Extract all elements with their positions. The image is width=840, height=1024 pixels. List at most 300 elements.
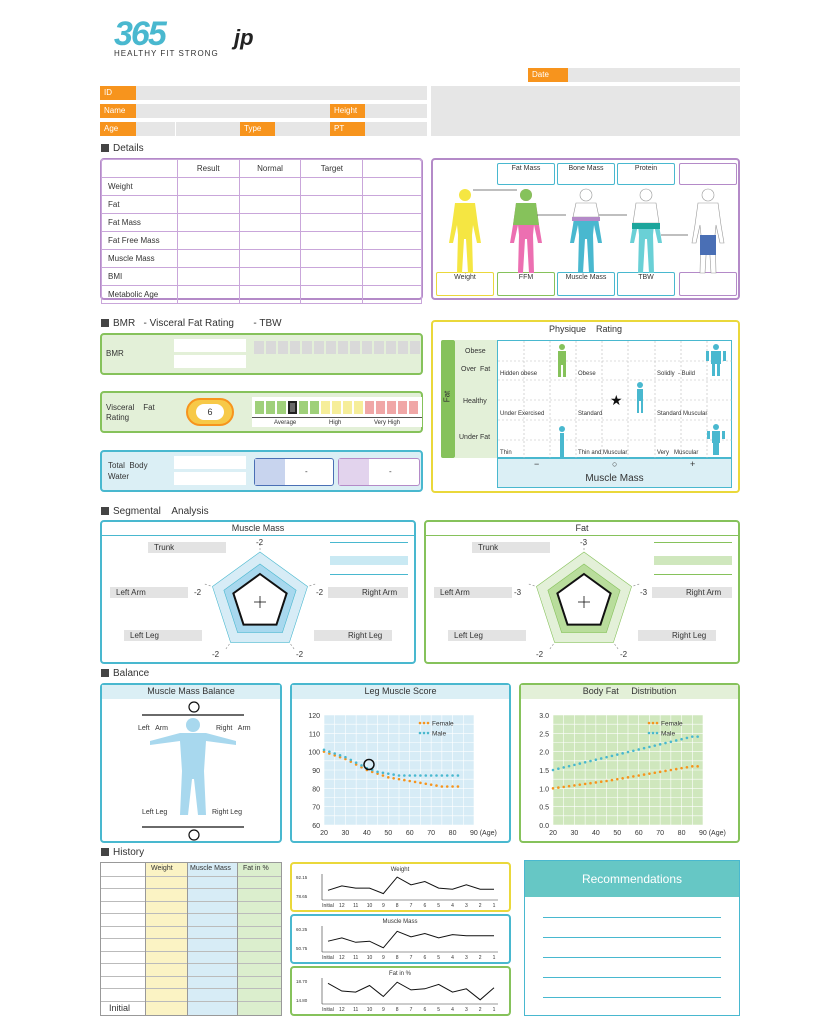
muscle-tick-right: -2 <box>316 588 324 597</box>
name-field[interactable] <box>100 104 427 118</box>
history-row-line <box>101 926 281 927</box>
legend-label: Male <box>432 730 447 738</box>
row-obese: Obese <box>465 348 486 355</box>
segmental-title: Segmental Analysis <box>101 506 209 517</box>
data-point <box>392 773 395 776</box>
data-point <box>382 771 385 774</box>
body-fat-panel <box>519 683 740 843</box>
history-x-label: 9 <box>381 903 385 909</box>
physique-row-labels <box>455 340 497 458</box>
tbw-compare-1 <box>254 458 334 486</box>
x-tick-label: 60 <box>634 830 643 837</box>
bmr-scale <box>254 341 422 355</box>
data-point <box>637 748 640 751</box>
muscle-history-panel <box>290 914 511 964</box>
data-point <box>605 780 608 783</box>
data-point <box>578 783 581 786</box>
data-point <box>557 786 560 789</box>
visceral-scale-cell <box>266 401 275 414</box>
data-point <box>584 783 587 786</box>
logo-mark <box>114 18 294 50</box>
x-tick-label: 20 <box>320 830 328 837</box>
muscle-balance-panel <box>100 683 282 843</box>
data-point <box>664 770 667 773</box>
bmr-section-title: BMR - Visceral Fat Rating - TBW <box>101 318 282 329</box>
balance-left-arm: Left Arm <box>138 725 168 732</box>
data-point <box>430 774 433 777</box>
history-row-line <box>101 901 281 902</box>
data-point <box>573 764 576 767</box>
bmr-input-2[interactable] <box>174 355 246 368</box>
data-point <box>419 782 422 785</box>
scale-very-high: Very High <box>374 420 401 426</box>
physique-panel <box>431 320 740 493</box>
tbw-box: TBW <box>617 272 675 296</box>
history-x-label: 7 <box>409 955 413 961</box>
legend-marker <box>652 722 655 725</box>
data-point <box>408 780 411 783</box>
history-x-label: 3 <box>464 955 468 961</box>
table-row <box>102 286 422 304</box>
physique-marker: ★ <box>610 392 623 408</box>
history-x-label: 4 <box>451 955 454 961</box>
row-healthy: Healthy <box>463 398 487 405</box>
balance-left-leg: Left Leg <box>142 809 168 816</box>
muscle-left-leg-label: Left Leg <box>124 630 202 641</box>
fat-tick-bottom-left: -2 <box>536 650 544 659</box>
fat-mass-box: Fat Mass <box>497 163 555 185</box>
cell-under-exercised: Under Exercised <box>500 411 545 417</box>
data-point <box>691 735 694 738</box>
data-point <box>680 738 683 741</box>
leg-score-panel <box>290 683 511 843</box>
balance-right-arm: Right Arm <box>216 725 251 732</box>
data-point <box>621 752 624 755</box>
fat-tick-top: -3 <box>580 538 588 547</box>
cell-hidden-obese: Hidden obese <box>500 371 538 377</box>
cell-obese: Obese <box>578 371 596 377</box>
y-tick-label: 100 <box>308 749 320 757</box>
legend-marker <box>656 722 659 725</box>
tbw-label: Total Body Water <box>108 461 148 481</box>
data-point <box>595 781 598 784</box>
history-x-label: 4 <box>451 1007 454 1013</box>
history-x-label: 11 <box>353 955 359 961</box>
balance-right-leg: Right Leg <box>212 809 242 816</box>
history-title: History <box>101 847 144 858</box>
data-point <box>675 739 678 742</box>
bmr-scale-cell <box>410 341 420 354</box>
fat-radar <box>522 538 646 662</box>
data-point <box>457 785 460 788</box>
data-point <box>387 772 390 775</box>
muscle-trunk-label: Trunk <box>148 542 226 553</box>
fat-trunk-label: Trunk <box>472 542 550 553</box>
data-point <box>584 761 587 764</box>
legend-label: Male <box>661 730 676 738</box>
data-point <box>675 768 678 771</box>
data-point <box>360 764 363 767</box>
leg-score-chart <box>292 701 509 841</box>
balance-top-indicator <box>189 702 199 712</box>
data-point <box>686 737 689 740</box>
data-point <box>632 775 635 778</box>
data-point <box>441 785 444 788</box>
x-tick-label: 50 <box>384 830 393 837</box>
data-point <box>323 749 326 752</box>
data-point <box>344 756 347 759</box>
x-tick-label: 30 <box>341 830 350 837</box>
y-tick-label: 0.0 <box>539 823 549 830</box>
data-point <box>643 773 646 776</box>
logo-365: 365 <box>114 18 165 50</box>
id-field[interactable] <box>100 86 427 100</box>
y-tick-label: 110 <box>308 731 320 739</box>
visceral-label: Visceral Fat Rating <box>106 403 155 422</box>
data-point <box>328 750 331 753</box>
data-point <box>430 783 433 786</box>
history-chart-title: Fat in % <box>388 971 412 977</box>
tbw-figure <box>630 189 662 273</box>
y-max-label: 60.25 <box>296 927 308 932</box>
data-point <box>627 776 630 779</box>
row-label: BMI <box>102 268 178 286</box>
details-title: Details <box>101 143 144 154</box>
history-line <box>328 931 494 948</box>
x-plus: + <box>690 459 696 469</box>
segmental-muscle-panel <box>100 520 416 664</box>
data-point <box>611 755 614 758</box>
data-point <box>398 778 401 781</box>
tbw-dash-2: - <box>389 467 392 476</box>
table-row <box>102 232 422 250</box>
table-row <box>102 250 422 268</box>
data-point <box>339 754 342 757</box>
history-chart-title: Muscle Mass <box>382 919 418 925</box>
history-x-label: 10 <box>366 903 373 909</box>
name-label: Name <box>100 104 136 118</box>
visceral-value: 6 <box>196 404 224 420</box>
bmr-box <box>100 333 423 375</box>
y-tick-label: 2.5 <box>539 731 549 739</box>
history-x-label: 2 <box>478 903 482 909</box>
data-point <box>562 766 565 769</box>
legend-marker <box>419 722 422 725</box>
cell-thin: Thin <box>500 450 512 456</box>
scale-average: Average <box>274 420 297 426</box>
data-point <box>627 751 630 754</box>
history-col-line <box>237 863 238 1015</box>
history-x-label: 12 <box>339 1007 345 1013</box>
data-point <box>578 762 581 765</box>
row-label: Metabolic Age <box>102 286 178 304</box>
cell-solidly-build: Solidly - Build <box>657 371 696 377</box>
visceral-scale-cell <box>332 401 341 414</box>
history-x-label: Initial <box>322 903 334 909</box>
history-x-label: 2 <box>478 1007 482 1013</box>
history-col-line <box>145 863 146 1015</box>
history-initial: Initial <box>109 1003 131 1013</box>
history-x-label: 7 <box>409 903 413 909</box>
y-tick-label: 70 <box>312 804 320 812</box>
history-x-label: 11 <box>353 903 359 909</box>
y-tick-label: 90 <box>312 768 320 775</box>
data-point <box>441 774 444 777</box>
y-tick-label: 1.5 <box>539 768 549 775</box>
visceral-scale-cell <box>365 401 374 414</box>
data-point <box>653 744 656 747</box>
segmental-fat-panel <box>424 520 740 664</box>
history-x-label: 3 <box>464 903 468 909</box>
row-label: Fat <box>102 196 178 214</box>
visceral-scale-cell <box>409 401 418 414</box>
physique-x-title: Muscle Mass <box>585 473 644 484</box>
visceral-scale-cell <box>299 401 308 414</box>
height-label: Height <box>330 104 365 118</box>
extra-figure <box>692 189 724 273</box>
data-point <box>643 747 646 750</box>
data-point <box>568 765 571 768</box>
bmr-scale-cell <box>314 341 324 354</box>
data-point <box>424 782 427 785</box>
data-point <box>632 749 635 752</box>
data-point <box>653 771 656 774</box>
data-point <box>696 765 699 768</box>
table-row <box>102 268 422 286</box>
history-x-label: 4 <box>451 903 454 909</box>
composition-panel <box>431 158 740 300</box>
data-point <box>670 769 673 772</box>
history-x-label: 9 <box>381 1007 385 1013</box>
tbw-input-2[interactable] <box>174 472 246 485</box>
data-point <box>605 756 608 759</box>
table-row <box>102 214 422 232</box>
tbw-dash-1: - <box>305 467 308 476</box>
weight-history-panel <box>290 862 511 912</box>
x-tick-label: 90 (Age) <box>699 830 726 837</box>
data-point <box>616 753 619 756</box>
notes-field[interactable] <box>431 86 740 136</box>
data-point <box>387 776 390 779</box>
muscle-figure <box>570 189 602 273</box>
history-row-line <box>101 976 281 977</box>
data-point <box>403 774 406 777</box>
data-point <box>637 774 640 777</box>
row-over-fat: Over Fat <box>461 366 491 373</box>
data-point <box>600 780 603 783</box>
protein-box: Protein <box>617 163 675 185</box>
physique-grid <box>497 340 732 458</box>
muscle-right-arm-label: Right Arm <box>328 587 408 598</box>
history-x-label: 6 <box>423 1007 427 1013</box>
cell-thin-and-muscular: Thin and Muscular <box>578 450 628 456</box>
fat-tick-left: -3 <box>514 588 522 597</box>
recommendations-panel <box>524 860 740 1016</box>
fat-history-chart <box>292 968 509 1014</box>
data-point <box>414 774 417 777</box>
history-x-label: 9 <box>381 955 385 961</box>
data-point <box>457 774 460 777</box>
history-x-label: 6 <box>423 955 427 961</box>
data-point <box>333 752 336 755</box>
data-point <box>557 767 560 770</box>
y-tick-label: 3.0 <box>539 713 549 720</box>
col-target: Target <box>301 160 363 178</box>
history-x-label: 7 <box>409 1007 413 1013</box>
history-line <box>328 982 494 1000</box>
x-tick-label: 40 <box>591 830 600 837</box>
legend-marker <box>423 722 426 725</box>
bmr-scale-cell <box>374 341 384 354</box>
logo <box>114 18 294 58</box>
date-label: Date <box>528 68 568 82</box>
visceral-scale <box>252 397 422 427</box>
table-row <box>102 196 422 214</box>
leg-score-title: Leg Muscle Score <box>364 686 437 696</box>
data-point <box>408 774 411 777</box>
row-label: Fat Free Mass <box>102 232 178 250</box>
bmr-input-1[interactable] <box>174 339 246 352</box>
recommendations-header: Recommendations <box>525 861 739 897</box>
balance-title: Balance <box>101 668 149 679</box>
data-point <box>414 781 417 784</box>
x-tick-label: 70 <box>427 830 436 837</box>
bmr-scale-cell <box>302 341 312 354</box>
type-label: Type <box>240 122 275 136</box>
body-fat-title: Body Fat Distribution <box>582 686 677 696</box>
visceral-box <box>100 391 423 433</box>
history-x-label: 5 <box>437 1007 441 1013</box>
scale-high: High <box>329 420 342 426</box>
weight-history-chart <box>292 864 509 910</box>
history-x-label: 1 <box>492 1007 496 1013</box>
body-silhouettes <box>433 160 738 298</box>
history-row-line <box>101 1001 281 1002</box>
history-x-label: 5 <box>437 903 441 909</box>
data-point <box>376 771 379 774</box>
bmr-scale-cell <box>290 341 300 354</box>
legend-marker <box>648 732 651 735</box>
data-point <box>446 785 449 788</box>
legend-marker <box>427 722 430 725</box>
col-normal: Normal <box>239 160 301 178</box>
data-point <box>435 774 438 777</box>
history-table <box>100 862 282 1016</box>
ffm-figure <box>510 189 542 273</box>
data-point <box>355 761 358 764</box>
table-row <box>102 178 422 196</box>
y-tick-label: 120 <box>308 713 320 720</box>
row-label: Fat Mass <box>102 214 178 232</box>
history-x-label: 5 <box>437 955 441 961</box>
muscle-history-chart <box>292 916 509 962</box>
bmr-label: BMR <box>106 349 124 358</box>
ffm-box: FFM <box>497 272 555 296</box>
history-x-label: 2 <box>478 955 482 961</box>
y-max-label: 18.70 <box>296 979 308 984</box>
history-x-label: 3 <box>464 1007 468 1013</box>
weight-box: Weight <box>436 272 494 296</box>
x-zero: ○ <box>612 459 618 469</box>
cell-standard-muscular: Standard Muscular <box>657 411 708 417</box>
data-point <box>568 785 571 788</box>
data-point <box>349 759 352 762</box>
y-tick-label: 60 <box>312 823 320 830</box>
x-tick-label: 90 (Age) <box>470 830 497 837</box>
muscle-radar <box>198 538 322 662</box>
logo-jp: jp <box>234 25 254 50</box>
history-x-label: 8 <box>395 903 399 909</box>
y-min-label: 50.75 <box>296 946 308 951</box>
data-point <box>616 778 619 781</box>
legend-label: Female <box>432 720 454 728</box>
data-point <box>435 784 438 787</box>
history-x-label: 1 <box>492 903 496 909</box>
muscle-left-arm-label: Left Arm <box>110 587 188 598</box>
data-point <box>680 767 683 770</box>
history-x-label: 12 <box>339 955 345 961</box>
history-col-muscle: Muscle Mass <box>190 865 231 872</box>
data-point <box>419 774 422 777</box>
cell-standard: Standard <box>578 411 603 417</box>
history-x-label: 10 <box>366 955 373 961</box>
fat-left-arm-label: Left Arm <box>434 587 512 598</box>
pt-label: PT <box>330 122 365 136</box>
bone-mass-box: Bone Mass <box>557 163 615 185</box>
muscle-tick-top: -2 <box>256 538 264 547</box>
data-point <box>589 782 592 785</box>
x-tick-label: 40 <box>362 830 371 837</box>
history-x-label: 1 <box>492 955 496 961</box>
muscle-tick-bottom-left: -2 <box>212 650 220 659</box>
fat-tick-bottom-right: -2 <box>620 650 628 659</box>
row-label: Muscle Mass <box>102 250 178 268</box>
details-table <box>101 159 422 304</box>
data-point <box>648 772 651 775</box>
data-point <box>573 784 576 787</box>
data-point <box>552 769 555 772</box>
tbw-input-1[interactable] <box>174 456 246 469</box>
data-point <box>659 771 662 774</box>
y-min-label: 78.65 <box>296 894 308 899</box>
x-tick-label: 80 <box>448 830 457 837</box>
data-point <box>392 777 395 780</box>
visceral-scale-cell <box>310 401 319 414</box>
visceral-scale-cell <box>321 401 330 414</box>
bmr-scale-cell <box>266 341 276 354</box>
y-tick-label: 0.5 <box>539 804 549 812</box>
x-tick-label: 20 <box>549 830 557 837</box>
visceral-rating-badge <box>186 398 234 426</box>
muscle-balance-title: Muscle Mass Balance <box>147 686 235 696</box>
history-col-fat: Fat in % <box>243 865 269 872</box>
legend-label: Female <box>661 720 683 728</box>
visceral-scale-cell <box>398 401 407 414</box>
history-row-line <box>101 876 281 877</box>
bmr-scale-cell <box>338 341 348 354</box>
muscle-right-leg-label: Right Leg <box>314 630 392 641</box>
x-tick-label: 80 <box>677 830 686 837</box>
body-fat-chart <box>521 701 738 841</box>
data-point <box>600 757 603 760</box>
legend-marker <box>427 732 430 735</box>
y-tick-label: 2.0 <box>539 749 549 757</box>
history-x-label: Initial <box>322 1007 334 1013</box>
data-point <box>451 774 454 777</box>
balance-figure <box>102 699 280 841</box>
brand-tagline: HEALTHY FIT STRONG <box>114 49 219 58</box>
y-tick-label: 1.0 <box>539 786 549 794</box>
